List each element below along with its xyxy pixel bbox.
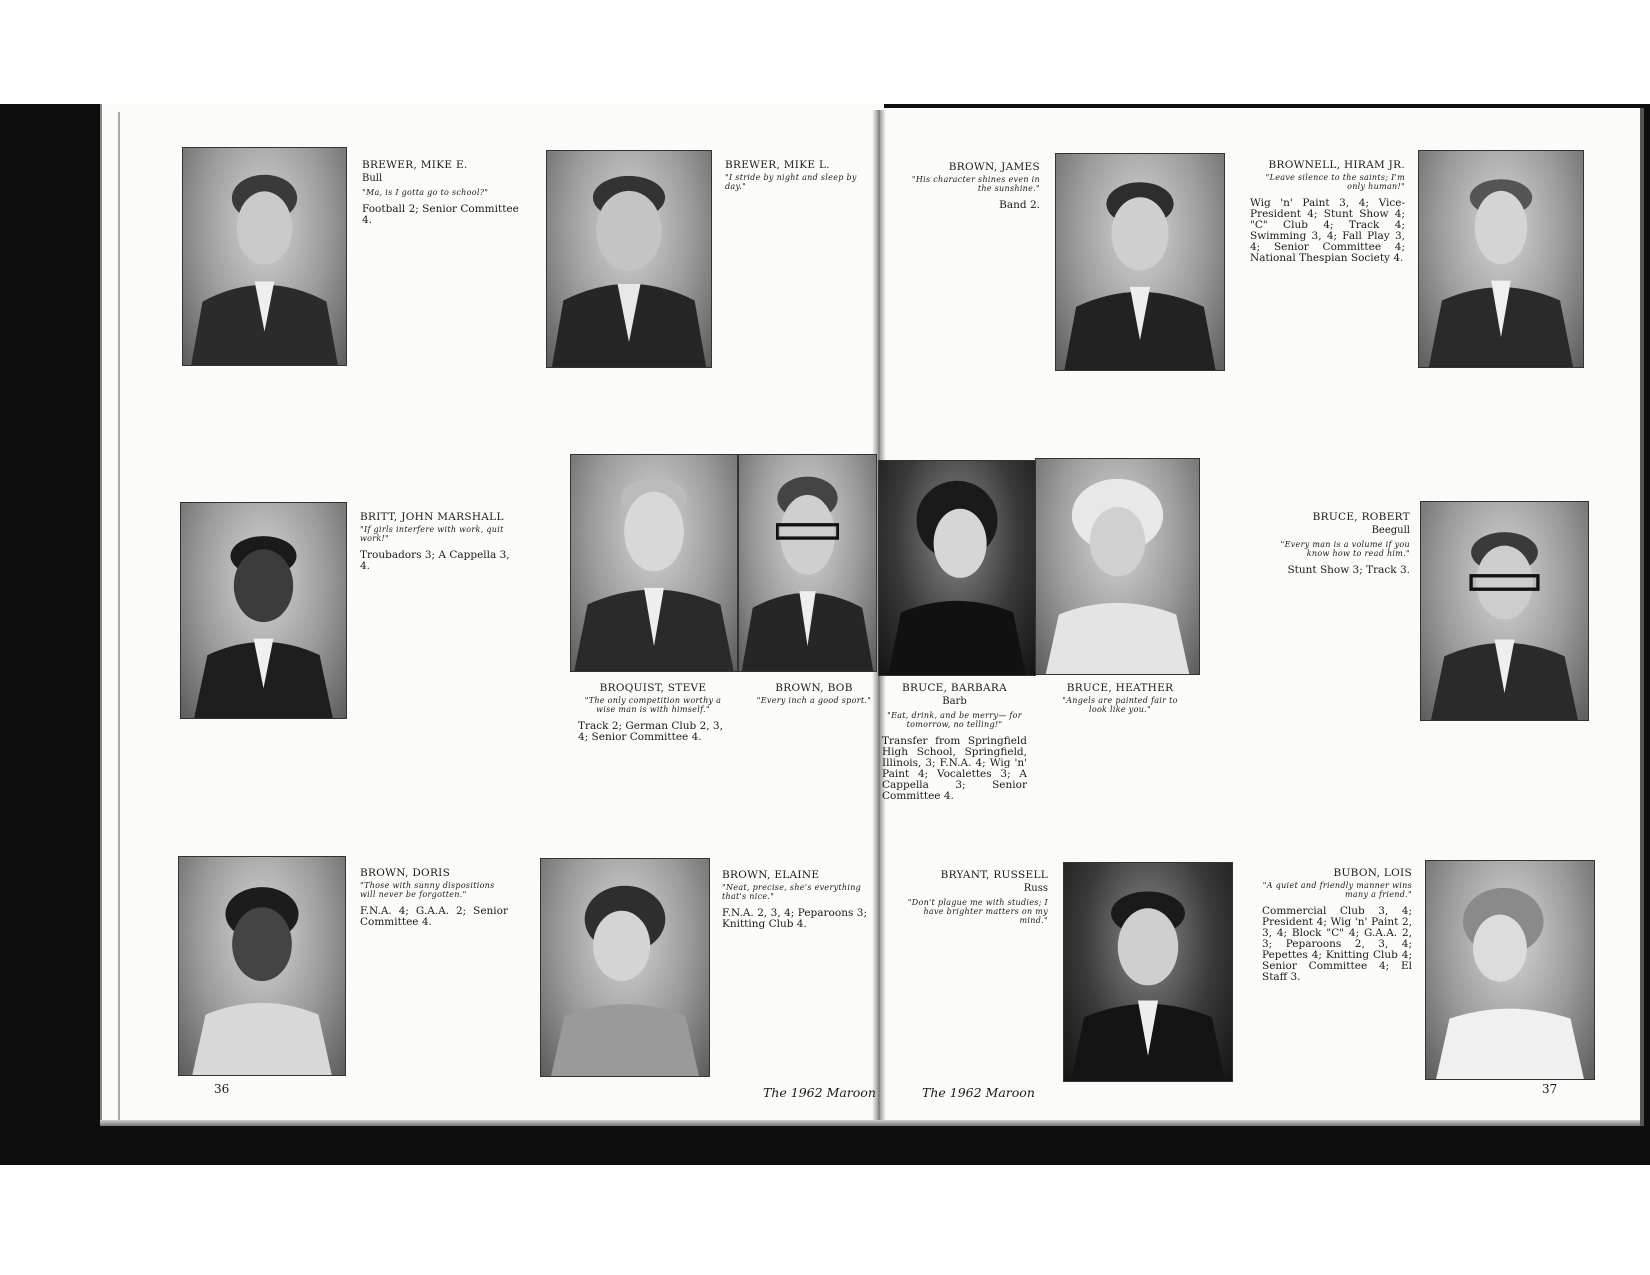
student-activities: Football 2; Senior Committee 4. [362,203,519,226]
student-name: BROQUIST, STEVE [599,682,707,694]
student-name: BRYANT, RUSSELL [940,869,1048,881]
student-portrait [546,150,712,368]
student-quote: "Leave silence to the saints; I'm only human!" [1265,173,1405,191]
student-entry [722,870,867,930]
student-entry [578,683,728,743]
student-entry [882,683,1027,802]
student-name: BROWN, BOB [775,682,853,694]
student-quote: "The only competition worthy a wise man is with himself." [584,696,722,714]
student-entry [900,870,1048,932]
student-nickname: Barb [942,696,967,707]
student-nickname: Russ [1023,883,1048,894]
footer-right: The 1962 Maroon [922,1085,1035,1100]
student-entry [362,160,522,226]
student-name: BROWNELL, HIRAM JR. [1268,159,1405,171]
student-quote: "A quiet and friendly manner wins many a friend." [1262,881,1412,899]
student-portrait [180,502,347,719]
student-entry [360,868,508,928]
student-activities: F.N.A. 2, 3, 4; Peparoons 3; Knitting Club 4. [722,907,867,930]
student-portrait [738,454,877,672]
student-name: BREWER, MIKE L. [725,159,830,171]
student-name: BRUCE, ROBERT [1312,511,1410,523]
student-quote: "Eat, drink, and be merry— for tomorrow, no telling!" [887,711,1022,729]
student-name: BROWN, DORIS [360,867,451,879]
student-portrait [1063,862,1233,1082]
student-nickname: Bull [362,173,383,184]
student-entry [725,160,875,198]
student-entry [748,683,880,712]
student-entry [1270,512,1410,576]
student-name: BRUCE, BARBARA [901,682,1008,694]
page-number-left: 36 [214,1082,230,1096]
student-quote: "His character shines even in the sunshine." [911,175,1040,193]
student-entry [1250,160,1405,264]
student-activities: F.N.A. 4; G.A.A. 2; Senior Committee 4. [360,905,508,928]
student-portrait [1425,860,1595,1080]
student-quote: "I stride by night and sleep by day." [725,173,857,191]
footer-left: The 1962 Maroon [763,1085,876,1100]
student-name: BREWER, MIKE E. [362,159,468,171]
student-activities: Wig 'n' Paint 3, 4; Vice-President 4; Stunt Show 4; "C" Club 4; Track 4; Swimming 3, 4; Fall Play 3, 4; Senior Committee 4; National Thespian Society 4. [1250,197,1405,264]
student-name: BRITT, JOHN MARSHALL [360,511,504,523]
student-portrait [1420,501,1589,721]
student-portrait [1035,458,1200,675]
student-quote: "Those with sunny dispositions will never be forgotten." [360,881,495,899]
student-portrait [540,858,710,1077]
student-activities: Transfer from Springfield High School, Springfield, Illinois, 3; F.N.A. 4; Wig 'n' Paint 4; Vocalettes 3; A Cappella 3; Senior Committee 4. [882,735,1027,802]
student-activities: Commercial Club 3, 4; President 4; Wig 'n' Paint 2, 3, 4; Block "C" 4; G.A.A. 2, 3; Peparoons 2, 3, 4; Pepettes 4; Knitting Club 4; Senior Committee 4; El Staff 3. [1262,905,1412,983]
student-name: BUBON, LOIS [1333,867,1412,879]
student-quote: "Don't plague me with studies; I have brighter matters on my mind." [907,898,1048,925]
book-bottom-edge [100,1120,1640,1126]
student-quote: "Every inch a good sport." [756,696,872,705]
student-nickname: Beegull [1371,525,1410,536]
student-entry [360,512,510,572]
student-activities: Band 2. [999,199,1040,211]
student-portrait [1055,153,1225,371]
student-activities: Track 2; German Club 2, 3, 4; Senior Committee 4. [578,720,723,743]
student-quote: "Ma, is I gotta go to school?" [362,188,489,197]
student-entry [900,162,1040,211]
student-portrait [178,856,346,1076]
student-activities: Stunt Show 3; Track 3. [1287,564,1410,576]
student-quote: "If girls interfere with work, quit work!" [360,525,504,543]
student-portrait [182,147,347,366]
student-activities: Troubadors 3; A Cappella 3, 4. [360,549,510,572]
page-number-right: 37 [1542,1082,1558,1096]
student-name: BROWN, JAMES [948,161,1040,173]
student-quote: "Angels are painted fair to look like you." [1062,696,1178,714]
student-name: BRUCE, HEATHER [1066,682,1174,694]
student-name: BROWN, ELAINE [722,869,820,881]
student-portrait [878,460,1036,676]
page-edge-rule [118,112,120,1122]
student-entry [1262,868,1412,983]
student-entry [1060,683,1180,721]
student-portrait [570,454,738,672]
student-quote: "Neat, precise, she's everything that's nice." [722,883,862,901]
student-portrait [1418,150,1584,368]
student-quote: "Every man is a volume if you know how to read him." [1280,540,1410,558]
